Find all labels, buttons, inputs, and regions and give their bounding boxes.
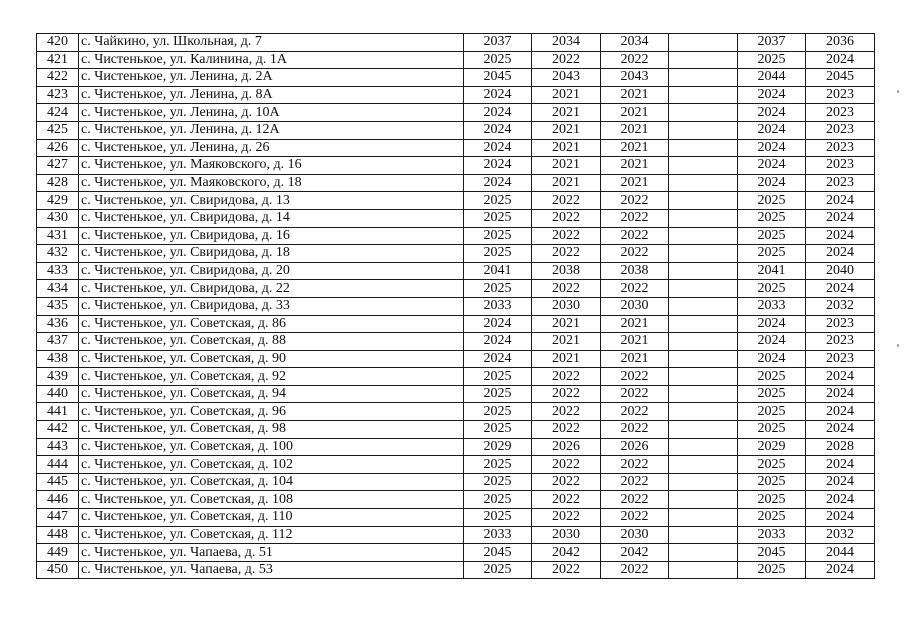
row-number-cell: 436 (37, 315, 79, 333)
year-cell-4 (669, 209, 738, 227)
year-cell-6: 2023 (806, 86, 875, 104)
year-cell-2: 2022 (532, 421, 601, 439)
year-cell-3: 2022 (601, 421, 669, 439)
address-cell: с. Чистенькое, ул. Свиридова, д. 18 (79, 245, 464, 263)
table-row (37, 491, 875, 509)
year-cell-1: 2024 (464, 139, 532, 157)
year-cell-2: 2030 (532, 297, 601, 315)
year-cell-4 (669, 456, 738, 474)
table-body (37, 34, 875, 579)
year-cell-6: 2024 (806, 192, 875, 210)
year-cell-5: 2025 (738, 245, 806, 263)
year-cell-3: 2021 (601, 315, 669, 333)
year-cell-1: 2024 (464, 104, 532, 122)
year-cell-1: 2025 (464, 227, 532, 245)
year-cell-4 (669, 403, 738, 421)
year-cell-1: 2045 (464, 544, 532, 562)
year-cell-6: 2024 (806, 51, 875, 69)
year-cell-6: 2024 (806, 456, 875, 474)
table-row (37, 544, 875, 562)
address-cell: с. Чистенькое, ул. Чапаева, д. 53 (79, 561, 464, 579)
address-cell: с. Чистенькое, ул. Советская, д. 88 (79, 333, 464, 351)
row-number-cell: 447 (37, 509, 79, 527)
year-cell-5: 2024 (738, 104, 806, 122)
year-cell-3: 2022 (601, 51, 669, 69)
year-cell-6: 2024 (806, 227, 875, 245)
table-row (37, 192, 875, 210)
year-cell-4 (669, 227, 738, 245)
year-cell-6: 2024 (806, 368, 875, 386)
year-cell-2: 2022 (532, 491, 601, 509)
year-cell-5: 2025 (738, 421, 806, 439)
address-cell: с. Чистенькое, ул. Советская, д. 110 (79, 509, 464, 527)
row-number-cell: 445 (37, 473, 79, 491)
year-cell-2: 2022 (532, 385, 601, 403)
year-cell-6: 2023 (806, 121, 875, 139)
year-cell-4 (669, 438, 738, 456)
year-cell-1: 2025 (464, 561, 532, 579)
row-number-cell: 425 (37, 121, 79, 139)
table-row (37, 315, 875, 333)
year-cell-1: 2025 (464, 209, 532, 227)
year-cell-1: 2024 (464, 86, 532, 104)
year-cell-6: 2023 (806, 333, 875, 351)
year-cell-4 (669, 51, 738, 69)
year-cell-2: 2021 (532, 174, 601, 192)
year-cell-1: 2045 (464, 69, 532, 87)
address-cell: с. Чистенькое, ул. Советская, д. 112 (79, 526, 464, 544)
year-cell-2: 2034 (532, 34, 601, 52)
year-cell-3: 2022 (601, 368, 669, 386)
year-cell-6: 2032 (806, 526, 875, 544)
year-cell-5: 2025 (738, 280, 806, 298)
table-row (37, 51, 875, 69)
year-cell-3: 2030 (601, 526, 669, 544)
year-cell-4 (669, 34, 738, 52)
year-cell-4 (669, 104, 738, 122)
year-cell-1: 2041 (464, 262, 532, 280)
year-cell-3: 2022 (601, 227, 669, 245)
row-number-cell: 444 (37, 456, 79, 474)
year-cell-6: 2023 (806, 157, 875, 175)
address-cell: с. Чистенькое, ул. Советская, д. 94 (79, 385, 464, 403)
address-cell: с. Чистенькое, ул. Ленина, д. 26 (79, 139, 464, 157)
table-row (37, 262, 875, 280)
year-cell-1: 2033 (464, 297, 532, 315)
address-cell: с. Чистенькое, ул. Советская, д. 102 (79, 456, 464, 474)
table-row (37, 227, 875, 245)
year-cell-2: 2021 (532, 86, 601, 104)
year-cell-4 (669, 245, 738, 263)
row-number-cell: 441 (37, 403, 79, 421)
table-row (37, 438, 875, 456)
year-cell-2: 2022 (532, 209, 601, 227)
year-cell-5: 2024 (738, 350, 806, 368)
year-cell-3: 2021 (601, 121, 669, 139)
address-cell: с. Чистенькое, ул. Свиридова, д. 22 (79, 280, 464, 298)
address-cell: с. Чистенькое, ул. Советская, д. 92 (79, 368, 464, 386)
year-cell-5: 2025 (738, 561, 806, 579)
year-cell-2: 2022 (532, 473, 601, 491)
year-cell-5: 2029 (738, 438, 806, 456)
year-cell-1: 2025 (464, 192, 532, 210)
year-cell-6: 2023 (806, 174, 875, 192)
year-cell-5: 2041 (738, 262, 806, 280)
year-cell-2: 2021 (532, 121, 601, 139)
address-cell: с. Чистенькое, ул. Ленина, д. 10А (79, 104, 464, 122)
table-row (37, 245, 875, 263)
year-cell-1: 2024 (464, 121, 532, 139)
address-cell: с. Чистенькое, ул. Советская, д. 86 (79, 315, 464, 333)
year-cell-4 (669, 297, 738, 315)
year-cell-2: 2042 (532, 544, 601, 562)
year-cell-3: 2022 (601, 385, 669, 403)
year-cell-1: 2025 (464, 368, 532, 386)
year-cell-1: 2037 (464, 34, 532, 52)
year-cell-3: 2022 (601, 473, 669, 491)
address-cell: с. Чистенькое, ул. Свиридова, д. 14 (79, 209, 464, 227)
year-cell-5: 2033 (738, 297, 806, 315)
year-cell-5: 2025 (738, 51, 806, 69)
year-cell-3: 2022 (601, 456, 669, 474)
table-row (37, 121, 875, 139)
address-cell: с. Чистенькое, ул. Советская, д. 98 (79, 421, 464, 439)
row-number-cell: 427 (37, 157, 79, 175)
scan-artifact-dot (897, 90, 899, 93)
year-cell-2: 2021 (532, 139, 601, 157)
year-cell-3: 2022 (601, 245, 669, 263)
year-cell-6: 2024 (806, 209, 875, 227)
row-number-cell: 438 (37, 350, 79, 368)
table-row (37, 456, 875, 474)
year-cell-6: 2036 (806, 34, 875, 52)
year-cell-6: 2040 (806, 262, 875, 280)
year-cell-3: 2022 (601, 209, 669, 227)
year-cell-6: 2024 (806, 509, 875, 527)
year-cell-1: 2024 (464, 333, 532, 351)
year-cell-2: 2026 (532, 438, 601, 456)
year-cell-2: 2022 (532, 51, 601, 69)
year-cell-1: 2024 (464, 174, 532, 192)
year-cell-2: 2021 (532, 333, 601, 351)
year-cell-5: 2024 (738, 315, 806, 333)
year-cell-1: 2024 (464, 157, 532, 175)
year-cell-1: 2025 (464, 421, 532, 439)
table-row (37, 297, 875, 315)
year-cell-3: 2043 (601, 69, 669, 87)
year-cell-1: 2025 (464, 456, 532, 474)
year-cell-4 (669, 121, 738, 139)
year-cell-4 (669, 491, 738, 509)
year-cell-4 (669, 509, 738, 527)
year-cell-2: 2022 (532, 403, 601, 421)
address-cell: с. Чистенькое, ул. Советская, д. 100 (79, 438, 464, 456)
year-cell-6: 2044 (806, 544, 875, 562)
year-cell-6: 2024 (806, 561, 875, 579)
housing-repair-schedule-table (36, 33, 875, 579)
table-row (37, 368, 875, 386)
year-cell-2: 2038 (532, 262, 601, 280)
year-cell-5: 2033 (738, 526, 806, 544)
year-cell-1: 2024 (464, 350, 532, 368)
table-row (37, 34, 875, 52)
address-cell: с. Чистенькое, ул. Советская, д. 104 (79, 473, 464, 491)
row-number-cell: 426 (37, 139, 79, 157)
table-row (37, 157, 875, 175)
year-cell-2: 2022 (532, 280, 601, 298)
table-row (37, 350, 875, 368)
year-cell-1: 2025 (464, 509, 532, 527)
table-row (37, 86, 875, 104)
table-row (37, 385, 875, 403)
year-cell-1: 2033 (464, 526, 532, 544)
row-number-cell: 423 (37, 86, 79, 104)
address-cell: с. Чистенькое, ул. Маяковского, д. 16 (79, 157, 464, 175)
year-cell-2: 2022 (532, 561, 601, 579)
year-cell-3: 2022 (601, 491, 669, 509)
year-cell-2: 2022 (532, 368, 601, 386)
table-row (37, 403, 875, 421)
year-cell-5: 2025 (738, 456, 806, 474)
year-cell-5: 2024 (738, 86, 806, 104)
year-cell-5: 2024 (738, 139, 806, 157)
year-cell-2: 2021 (532, 315, 601, 333)
year-cell-2: 2043 (532, 69, 601, 87)
address-cell: с. Чистенькое, ул. Свиридова, д. 20 (79, 262, 464, 280)
year-cell-4 (669, 280, 738, 298)
year-cell-4 (669, 315, 738, 333)
year-cell-6: 2024 (806, 385, 875, 403)
year-cell-1: 2025 (464, 473, 532, 491)
address-cell: с. Чистенькое, ул. Советская, д. 108 (79, 491, 464, 509)
row-number-cell: 448 (37, 526, 79, 544)
row-number-cell: 431 (37, 227, 79, 245)
year-cell-5: 2024 (738, 174, 806, 192)
row-number-cell: 443 (37, 438, 79, 456)
year-cell-5: 2025 (738, 385, 806, 403)
year-cell-3: 2026 (601, 438, 669, 456)
year-cell-5: 2025 (738, 209, 806, 227)
year-cell-6: 2045 (806, 69, 875, 87)
year-cell-6: 2024 (806, 421, 875, 439)
year-cell-6: 2032 (806, 297, 875, 315)
table-row (37, 174, 875, 192)
year-cell-3: 2021 (601, 86, 669, 104)
year-cell-4 (669, 157, 738, 175)
year-cell-4 (669, 333, 738, 351)
year-cell-2: 2021 (532, 350, 601, 368)
year-cell-1: 2024 (464, 315, 532, 333)
year-cell-5: 2044 (738, 69, 806, 87)
table-row (37, 104, 875, 122)
year-cell-5: 2025 (738, 491, 806, 509)
year-cell-1: 2029 (464, 438, 532, 456)
table-row (37, 69, 875, 87)
year-cell-3: 2022 (601, 561, 669, 579)
year-cell-4 (669, 69, 738, 87)
year-cell-3: 2021 (601, 350, 669, 368)
year-cell-3: 2038 (601, 262, 669, 280)
year-cell-6: 2024 (806, 403, 875, 421)
row-number-cell: 449 (37, 544, 79, 562)
year-cell-4 (669, 385, 738, 403)
address-cell: с. Чистенькое, ул. Ленина, д. 2А (79, 69, 464, 87)
year-cell-1: 2025 (464, 403, 532, 421)
table-row (37, 333, 875, 351)
year-cell-5: 2045 (738, 544, 806, 562)
year-cell-5: 2025 (738, 473, 806, 491)
year-cell-5: 2025 (738, 368, 806, 386)
table-row (37, 209, 875, 227)
year-cell-6: 2024 (806, 280, 875, 298)
year-cell-2: 2021 (532, 157, 601, 175)
year-cell-6: 2023 (806, 139, 875, 157)
year-cell-2: 2022 (532, 509, 601, 527)
address-cell: с. Чистенькое, ул. Калинина, д. 1А (79, 51, 464, 69)
year-cell-5: 2024 (738, 157, 806, 175)
year-cell-2: 2021 (532, 104, 601, 122)
year-cell-4 (669, 139, 738, 157)
address-cell: с. Чистенькое, ул. Ленина, д. 12А (79, 121, 464, 139)
row-number-cell: 424 (37, 104, 79, 122)
year-cell-5: 2025 (738, 192, 806, 210)
address-cell: с. Чистенькое, ул. Ленина, д. 8А (79, 86, 464, 104)
table-row (37, 473, 875, 491)
row-number-cell: 420 (37, 34, 79, 52)
address-cell: с. Чистенькое, ул. Советская, д. 96 (79, 403, 464, 421)
year-cell-2: 2030 (532, 526, 601, 544)
row-number-cell: 432 (37, 245, 79, 263)
table-row (37, 280, 875, 298)
year-cell-5: 2024 (738, 121, 806, 139)
year-cell-5: 2025 (738, 403, 806, 421)
year-cell-3: 2021 (601, 174, 669, 192)
year-cell-4 (669, 174, 738, 192)
year-cell-4 (669, 262, 738, 280)
year-cell-6: 2024 (806, 491, 875, 509)
table-row (37, 509, 875, 527)
year-cell-4 (669, 86, 738, 104)
row-number-cell: 435 (37, 297, 79, 315)
year-cell-5: 2025 (738, 227, 806, 245)
year-cell-3: 2021 (601, 104, 669, 122)
year-cell-1: 2025 (464, 491, 532, 509)
year-cell-3: 2022 (601, 403, 669, 421)
table-row (37, 561, 875, 579)
year-cell-3: 2030 (601, 297, 669, 315)
year-cell-6: 2024 (806, 245, 875, 263)
year-cell-2: 2022 (532, 227, 601, 245)
year-cell-4 (669, 561, 738, 579)
year-cell-6: 2023 (806, 315, 875, 333)
row-number-cell: 446 (37, 491, 79, 509)
address-cell: с. Чистенькое, ул. Маяковского, д. 18 (79, 174, 464, 192)
year-cell-1: 2025 (464, 385, 532, 403)
year-cell-4 (669, 473, 738, 491)
year-cell-3: 2021 (601, 333, 669, 351)
address-cell: с. Чистенькое, ул. Советская, д. 90 (79, 350, 464, 368)
table-row (37, 421, 875, 439)
year-cell-1: 2025 (464, 245, 532, 263)
year-cell-2: 2022 (532, 456, 601, 474)
year-cell-2: 2022 (532, 192, 601, 210)
year-cell-6: 2023 (806, 104, 875, 122)
year-cell-1: 2025 (464, 280, 532, 298)
year-cell-4 (669, 421, 738, 439)
address-cell: с. Чайкино, ул. Школьная, д. 7 (79, 34, 464, 52)
row-number-cell: 437 (37, 333, 79, 351)
year-cell-3: 2021 (601, 157, 669, 175)
address-cell: с. Чистенькое, ул. Чапаева, д. 51 (79, 544, 464, 562)
year-cell-6: 2024 (806, 473, 875, 491)
year-cell-6: 2028 (806, 438, 875, 456)
year-cell-4 (669, 544, 738, 562)
year-cell-3: 2022 (601, 280, 669, 298)
year-cell-4 (669, 350, 738, 368)
row-number-cell: 442 (37, 421, 79, 439)
year-cell-2: 2022 (532, 245, 601, 263)
year-cell-3: 2022 (601, 192, 669, 210)
year-cell-3: 2021 (601, 139, 669, 157)
address-cell: с. Чистенькое, ул. Свиридова, д. 33 (79, 297, 464, 315)
row-number-cell: 433 (37, 262, 79, 280)
row-number-cell: 430 (37, 209, 79, 227)
table-row (37, 139, 875, 157)
year-cell-3: 2034 (601, 34, 669, 52)
year-cell-4 (669, 526, 738, 544)
row-number-cell: 439 (37, 368, 79, 386)
year-cell-5: 2025 (738, 509, 806, 527)
year-cell-4 (669, 192, 738, 210)
scan-artifact-dot (897, 344, 899, 347)
address-cell: с. Чистенькое, ул. Свиридова, д. 16 (79, 227, 464, 245)
row-number-cell: 450 (37, 561, 79, 579)
year-cell-6: 2023 (806, 350, 875, 368)
table-row (37, 526, 875, 544)
row-number-cell: 440 (37, 385, 79, 403)
row-number-cell: 434 (37, 280, 79, 298)
year-cell-4 (669, 368, 738, 386)
row-number-cell: 421 (37, 51, 79, 69)
year-cell-5: 2024 (738, 333, 806, 351)
year-cell-3: 2042 (601, 544, 669, 562)
year-cell-5: 2037 (738, 34, 806, 52)
year-cell-3: 2022 (601, 509, 669, 527)
row-number-cell: 429 (37, 192, 79, 210)
address-cell: с. Чистенькое, ул. Свиридова, д. 13 (79, 192, 464, 210)
year-cell-1: 2025 (464, 51, 532, 69)
document-page (36, 33, 875, 579)
row-number-cell: 422 (37, 69, 79, 87)
row-number-cell: 428 (37, 174, 79, 192)
